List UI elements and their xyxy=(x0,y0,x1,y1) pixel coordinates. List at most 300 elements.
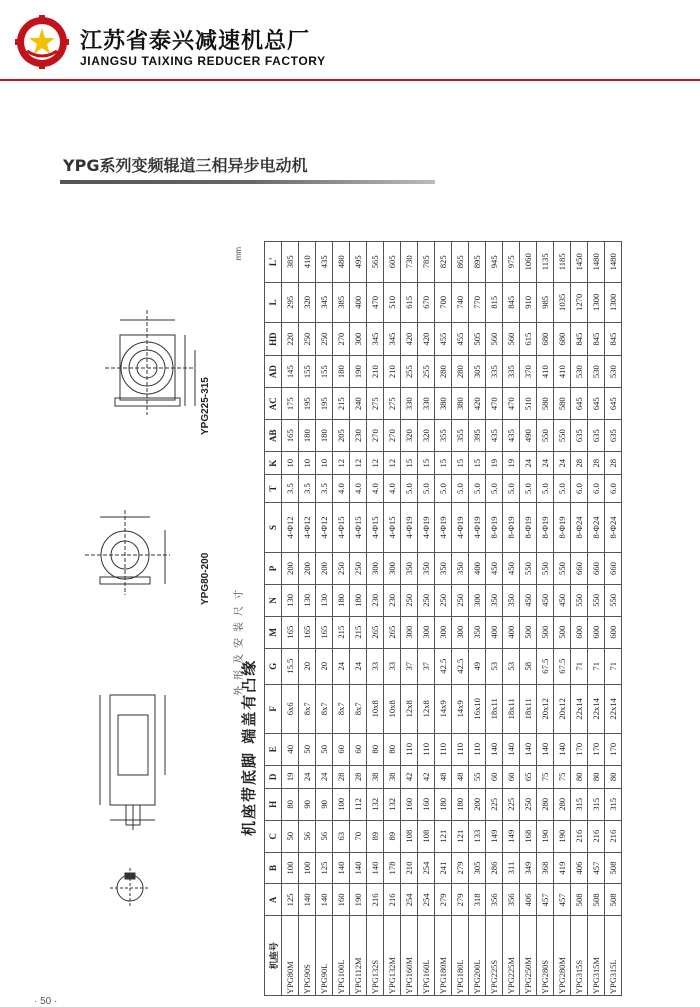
table-cell: 4.0 xyxy=(367,475,384,503)
table-cell: 210 xyxy=(367,356,384,388)
table-cell: 255 xyxy=(401,356,418,388)
table-cell: 10 xyxy=(299,452,316,475)
table-cell: 20 xyxy=(316,648,333,684)
model-cell: YPG280S xyxy=(537,916,554,996)
table-cell: 140 xyxy=(350,852,367,884)
model-cell: YPG112M xyxy=(350,916,367,996)
table-cell: 1300 xyxy=(605,282,622,322)
table-cell: 18x11 xyxy=(503,684,520,733)
table-cell: 470 xyxy=(503,388,520,420)
table-cell: 4-Φ15 xyxy=(333,502,350,552)
table-cell: 49 xyxy=(469,648,486,684)
table-cell: 845 xyxy=(588,323,605,356)
table-cell: 110 xyxy=(469,733,486,765)
table-cell: 63 xyxy=(333,820,350,852)
table-cell: 660 xyxy=(571,553,588,585)
table-cell: 6.0 xyxy=(571,475,588,503)
table-cell: 270 xyxy=(367,420,384,452)
drawing-shaft-section xyxy=(100,860,160,920)
table-cell: 205 xyxy=(333,420,350,452)
table-cell: 16x10 xyxy=(469,684,486,733)
table-cell: 28 xyxy=(350,765,367,788)
table-cell: 645 xyxy=(571,388,588,420)
table-cell: 216 xyxy=(588,820,605,852)
table-cell: 345 xyxy=(384,323,401,356)
table-cell: 140 xyxy=(503,733,520,765)
table-cell: 108 xyxy=(401,820,418,852)
table-cell: 15.5 xyxy=(282,648,299,684)
table-cell: 140 xyxy=(537,733,554,765)
table-cell: 215 xyxy=(333,388,350,420)
table-cell: 315 xyxy=(571,788,588,820)
table-cell: 1300 xyxy=(588,282,605,322)
table-cell: 335 xyxy=(503,356,520,388)
table-cell: 350 xyxy=(469,616,486,648)
table-cell: 815 xyxy=(486,282,503,322)
table-cell: 1060 xyxy=(520,242,537,283)
table-cell: 470 xyxy=(367,282,384,322)
table-cell: 250 xyxy=(435,584,452,616)
model-cell: YPG315M xyxy=(588,916,605,996)
table-cell: 635 xyxy=(571,420,588,452)
table-cell: 28 xyxy=(588,452,605,475)
table-cell: 70 xyxy=(350,820,367,852)
table-cell: 406 xyxy=(520,884,537,916)
table-cell: 270 xyxy=(384,420,401,452)
table-cell: 370 xyxy=(520,356,537,388)
table-cell: 60 xyxy=(486,765,503,788)
table-cell: 100 xyxy=(282,852,299,884)
table-cell: 42.5 xyxy=(435,648,452,684)
table-cell: 130 xyxy=(316,584,333,616)
table-cell: 180 xyxy=(333,584,350,616)
drawing-frame-80-200 xyxy=(70,495,205,605)
table-cell: 4.0 xyxy=(350,475,367,503)
table-cell: 140 xyxy=(486,733,503,765)
table-cell: 455 xyxy=(452,323,469,356)
table-cell: 730 xyxy=(401,242,418,283)
table-cell: 90 xyxy=(299,788,316,820)
table-cell: 195 xyxy=(299,388,316,420)
table-cell: 335 xyxy=(486,356,503,388)
table-cell: 50 xyxy=(282,820,299,852)
table-cell: 500 xyxy=(537,616,554,648)
table-cell: 80 xyxy=(605,765,622,788)
column-header: C xyxy=(265,820,282,852)
table-cell: 18x11 xyxy=(486,684,503,733)
column-header: AD xyxy=(265,356,282,388)
table-cell: 80 xyxy=(588,765,605,788)
table-cell: 385 xyxy=(333,282,350,322)
table-cell: 300 xyxy=(452,616,469,648)
table-cell: 550 xyxy=(605,584,622,616)
table-row xyxy=(282,242,299,996)
model-cell: YPG250M xyxy=(520,916,537,996)
table-cell: 24 xyxy=(520,452,537,475)
table-cell: 5.0 xyxy=(452,475,469,503)
column-header: F xyxy=(265,684,282,733)
table-cell: 216 xyxy=(384,884,401,916)
table-cell: 495 xyxy=(350,242,367,283)
table-cell: 19 xyxy=(486,452,503,475)
table-row xyxy=(452,242,469,996)
table-cell: 8x7 xyxy=(299,684,316,733)
table-cell: 37 xyxy=(418,648,435,684)
table-cell: 230 xyxy=(367,584,384,616)
spec-table xyxy=(264,241,622,996)
model-cell: YPG160L xyxy=(418,916,435,996)
table-cell: 210 xyxy=(384,356,401,388)
table-cell: 4.0 xyxy=(333,475,350,503)
table-cell: 450 xyxy=(520,584,537,616)
table-cell: 845 xyxy=(605,323,622,356)
table-cell: 250 xyxy=(418,584,435,616)
table-cell: 265 xyxy=(367,616,384,648)
table-cell: 355 xyxy=(435,420,452,452)
table-cell: 8-Φ19 xyxy=(537,502,554,552)
table-cell: 22x14 xyxy=(588,684,605,733)
table-cell: 680 xyxy=(537,323,554,356)
table-cell: 20x12 xyxy=(554,684,571,733)
table-cell: 15 xyxy=(418,452,435,475)
table-cell: 210 xyxy=(401,852,418,884)
table-cell: 330 xyxy=(418,388,435,420)
table-cell: 50 xyxy=(316,733,333,765)
table-cell: 450 xyxy=(537,584,554,616)
table-cell: 140 xyxy=(333,852,350,884)
table-cell: 8x7 xyxy=(333,684,350,733)
table-cell: 785 xyxy=(418,242,435,283)
table-cell: 180 xyxy=(435,788,452,820)
table-cell: 58 xyxy=(520,648,537,684)
table-cell: 90 xyxy=(316,788,333,820)
table-row xyxy=(588,242,605,996)
table-cell: 279 xyxy=(452,884,469,916)
table-cell: 700 xyxy=(435,282,452,322)
table-cell: 10 xyxy=(282,452,299,475)
table-cell: 5.0 xyxy=(554,475,571,503)
table-cell: 71 xyxy=(571,648,588,684)
table-cell: 155 xyxy=(316,356,333,388)
table-cell: 565 xyxy=(367,242,384,283)
table-cell: 75 xyxy=(554,765,571,788)
table-row xyxy=(554,242,571,996)
table-row xyxy=(605,242,622,996)
table-cell: 400 xyxy=(469,553,486,585)
table-cell: 345 xyxy=(316,282,333,322)
table-cell: 345 xyxy=(367,323,384,356)
table-cell: 945 xyxy=(486,242,503,283)
table-cell: 149 xyxy=(486,820,503,852)
table-cell: 33 xyxy=(384,648,401,684)
table-cell: 560 xyxy=(486,323,503,356)
table-cell: 15 xyxy=(435,452,452,475)
table-cell: 15 xyxy=(469,452,486,475)
table-cell: 4-Φ19 xyxy=(418,502,435,552)
table-cell: 5.0 xyxy=(537,475,554,503)
table-cell: 55 xyxy=(469,765,486,788)
table-cell: 4-Φ15 xyxy=(367,502,384,552)
table-cell: 110 xyxy=(452,733,469,765)
table-cell: 680 xyxy=(554,323,571,356)
table-cell: 140 xyxy=(554,733,571,765)
table-cell: 180 xyxy=(316,420,333,452)
table-cell: 470 xyxy=(486,388,503,420)
column-header: G xyxy=(265,648,282,684)
table-cell: 600 xyxy=(605,616,622,648)
table-cell: 350 xyxy=(418,553,435,585)
table-cell: 175 xyxy=(282,388,299,420)
table-cell: 225 xyxy=(503,788,520,820)
table-cell: 15 xyxy=(401,452,418,475)
company-name-en: JIANGSU TAIXING REDUCER FACTORY xyxy=(80,54,326,68)
table-cell: 550 xyxy=(588,584,605,616)
table-cell: 254 xyxy=(418,852,435,884)
table-cell: 635 xyxy=(588,420,605,452)
spec-table-rotated xyxy=(230,241,680,996)
table-cell: 5.0 xyxy=(503,475,520,503)
section-title: YPG系列变频辊道三相异步电动机 xyxy=(63,156,308,175)
table-cell: 4-Φ15 xyxy=(384,502,401,552)
company-logo xyxy=(15,15,69,69)
table-cell: 300 xyxy=(469,584,486,616)
table-cell: 356 xyxy=(503,884,520,916)
table-cell: 60 xyxy=(333,733,350,765)
table-cell: 14x9 xyxy=(452,684,469,733)
table-cell: 455 xyxy=(435,323,452,356)
company-name-cn: 江苏省泰兴减速机总厂 xyxy=(80,29,311,54)
table-cell: 380 xyxy=(435,388,452,420)
table-cell: 1480 xyxy=(588,242,605,283)
table-cell: 457 xyxy=(588,852,605,884)
table-cell: 170 xyxy=(605,733,622,765)
table-cell: 457 xyxy=(537,884,554,916)
table-cell: 410 xyxy=(537,356,554,388)
table-cell: 165 xyxy=(299,616,316,648)
table-cell: 12 xyxy=(384,452,401,475)
table-cell: 356 xyxy=(486,884,503,916)
table-cell: 67.5 xyxy=(537,648,554,684)
table-cell: 380 xyxy=(452,388,469,420)
table-cell: 241 xyxy=(435,852,452,884)
table-cell: 420 xyxy=(418,323,435,356)
table-cell: 825 xyxy=(435,242,452,283)
table-cell: 530 xyxy=(605,356,622,388)
table-cell: 280 xyxy=(554,788,571,820)
model-cell: YPG90L xyxy=(316,916,333,996)
table-cell: 24 xyxy=(554,452,571,475)
table-caption xyxy=(230,241,264,996)
table-cell: 550 xyxy=(520,553,537,585)
table-cell: 12x8 xyxy=(401,684,418,733)
table-row xyxy=(537,242,554,996)
table-cell: 140 xyxy=(520,733,537,765)
table-cell: 24 xyxy=(299,765,316,788)
table-cell: 660 xyxy=(588,553,605,585)
table-unit: mm xyxy=(234,247,243,261)
table-cell: 53 xyxy=(486,648,503,684)
table-row xyxy=(299,242,316,996)
table-cell: 435 xyxy=(503,420,520,452)
table-cell: 605 xyxy=(384,242,401,283)
table-cell: 254 xyxy=(401,884,418,916)
model-cell: YPG315L xyxy=(605,916,622,996)
table-cell: 300 xyxy=(401,616,418,648)
table-cell: 4-Φ12 xyxy=(282,502,299,552)
drawing-side-view xyxy=(80,680,190,840)
table-cell: 33 xyxy=(367,648,384,684)
table-cell: 42 xyxy=(401,765,418,788)
table-cell: 280 xyxy=(537,788,554,820)
table-cell: 8-Φ24 xyxy=(571,502,588,552)
column-header: HD xyxy=(265,323,282,356)
table-cell: 18x11 xyxy=(520,684,537,733)
table-cell: 4-Φ12 xyxy=(299,502,316,552)
table-cell: 419 xyxy=(554,852,571,884)
table-cell: 845 xyxy=(571,323,588,356)
table-cell: 110 xyxy=(401,733,418,765)
table-cell: 250 xyxy=(316,323,333,356)
table-cell: 14x9 xyxy=(435,684,452,733)
table-cell: 385 xyxy=(282,242,299,283)
model-cell: YPG180M xyxy=(435,916,452,996)
table-cell: 280 xyxy=(435,356,452,388)
table-cell: 8x7 xyxy=(350,684,367,733)
table-cell: 6x6 xyxy=(282,684,299,733)
model-cell: YPG132S xyxy=(367,916,384,996)
table-cell: 19 xyxy=(503,452,520,475)
table-cell: 38 xyxy=(367,765,384,788)
table-cell: 178 xyxy=(384,852,401,884)
table-cell: 8-Φ24 xyxy=(588,502,605,552)
table-cell: 80 xyxy=(384,733,401,765)
table-cell: 250 xyxy=(333,553,350,585)
table-cell: 355 xyxy=(452,420,469,452)
table-cell: 845 xyxy=(503,282,520,322)
table-row xyxy=(469,242,486,996)
table-row xyxy=(418,242,435,996)
table-cell: 320 xyxy=(418,420,435,452)
table-cell: 80 xyxy=(571,765,588,788)
model-cell: YPG225M xyxy=(503,916,520,996)
table-row xyxy=(333,242,350,996)
table-cell: 215 xyxy=(333,616,350,648)
table-cell: 508 xyxy=(571,884,588,916)
model-cell: YPG132M xyxy=(384,916,401,996)
table-cell: 125 xyxy=(316,852,333,884)
column-header: H xyxy=(265,788,282,820)
table-cell: 8-Φ19 xyxy=(554,502,571,552)
table-cell: 275 xyxy=(384,388,401,420)
table-cell: 3.5 xyxy=(299,475,316,503)
table-cell: 4-Φ12 xyxy=(316,502,333,552)
table-row xyxy=(350,242,367,996)
table-cell: 4.0 xyxy=(384,475,401,503)
table-cell: 170 xyxy=(571,733,588,765)
table-cell: 6.0 xyxy=(588,475,605,503)
table-cell: 350 xyxy=(486,584,503,616)
table-cell: 320 xyxy=(401,420,418,452)
table-cell: 320 xyxy=(299,282,316,322)
table-cell: 100 xyxy=(333,788,350,820)
table-cell: 510 xyxy=(520,388,537,420)
table-cell: 3.5 xyxy=(282,475,299,503)
table-cell: 560 xyxy=(503,323,520,356)
table-row xyxy=(384,242,401,996)
table-cell: 1270 xyxy=(571,282,588,322)
table-cell: 5.0 xyxy=(520,475,537,503)
table-cell: 42.5 xyxy=(452,648,469,684)
table-cell: 125 xyxy=(282,884,299,916)
table-cell: 67.5 xyxy=(554,648,571,684)
table-cell: 410 xyxy=(299,242,316,283)
table-cell: 121 xyxy=(452,820,469,852)
table-cell: 130 xyxy=(282,584,299,616)
table-cell: 508 xyxy=(605,852,622,884)
table-header-row xyxy=(265,242,282,996)
table-cell: 1480 xyxy=(605,242,622,283)
table-cell: 295 xyxy=(282,282,299,322)
table-cell: 28 xyxy=(605,452,622,475)
table-cell: 490 xyxy=(520,420,537,452)
table-cell: 500 xyxy=(554,616,571,648)
model-cell: YPG90S xyxy=(299,916,316,996)
table-cell: 160 xyxy=(418,788,435,820)
table-cell: 165 xyxy=(316,616,333,648)
table-cell: 200 xyxy=(316,553,333,585)
table-cell: 420 xyxy=(469,388,486,420)
table-cell: 216 xyxy=(571,820,588,852)
column-header: E xyxy=(265,733,282,765)
drawing-label-225-315: YPG225-315 xyxy=(200,377,211,435)
table-cell: 450 xyxy=(503,553,520,585)
table-cell: 22x14 xyxy=(571,684,588,733)
table-cell: 4-Φ19 xyxy=(435,502,452,552)
table-cell: 580 xyxy=(537,388,554,420)
table-cell: 280 xyxy=(452,356,469,388)
table-cell: 530 xyxy=(571,356,588,388)
table-cell: 165 xyxy=(282,420,299,452)
table-cell: 3.5 xyxy=(316,475,333,503)
table-cell: 550 xyxy=(537,420,554,452)
table-cell: 5.0 xyxy=(469,475,486,503)
model-cell: YPG100L xyxy=(333,916,350,996)
table-cell: 315 xyxy=(605,788,622,820)
table-cell: 318 xyxy=(469,884,486,916)
table-cell: 48 xyxy=(435,765,452,788)
table-cell: 550 xyxy=(537,553,554,585)
table-cell: 300 xyxy=(418,616,435,648)
table-cell: 255 xyxy=(418,356,435,388)
table-cell: 550 xyxy=(554,420,571,452)
table-cell: 975 xyxy=(503,242,520,283)
table-cell: 132 xyxy=(384,788,401,820)
table-cell: 216 xyxy=(367,884,384,916)
table-cell: 450 xyxy=(486,553,503,585)
table-cell: 145 xyxy=(282,356,299,388)
column-header: L' xyxy=(265,242,282,283)
table-cell: 20 xyxy=(299,648,316,684)
table-cell: 200 xyxy=(282,553,299,585)
table-cell: 180 xyxy=(350,584,367,616)
table-cell: 508 xyxy=(605,884,622,916)
table-cell: 286 xyxy=(486,852,503,884)
table-cell: 254 xyxy=(418,884,435,916)
table-cell: 220 xyxy=(282,323,299,356)
table-cell: 410 xyxy=(554,356,571,388)
table-cell: 305 xyxy=(469,356,486,388)
table-cell: 108 xyxy=(418,820,435,852)
